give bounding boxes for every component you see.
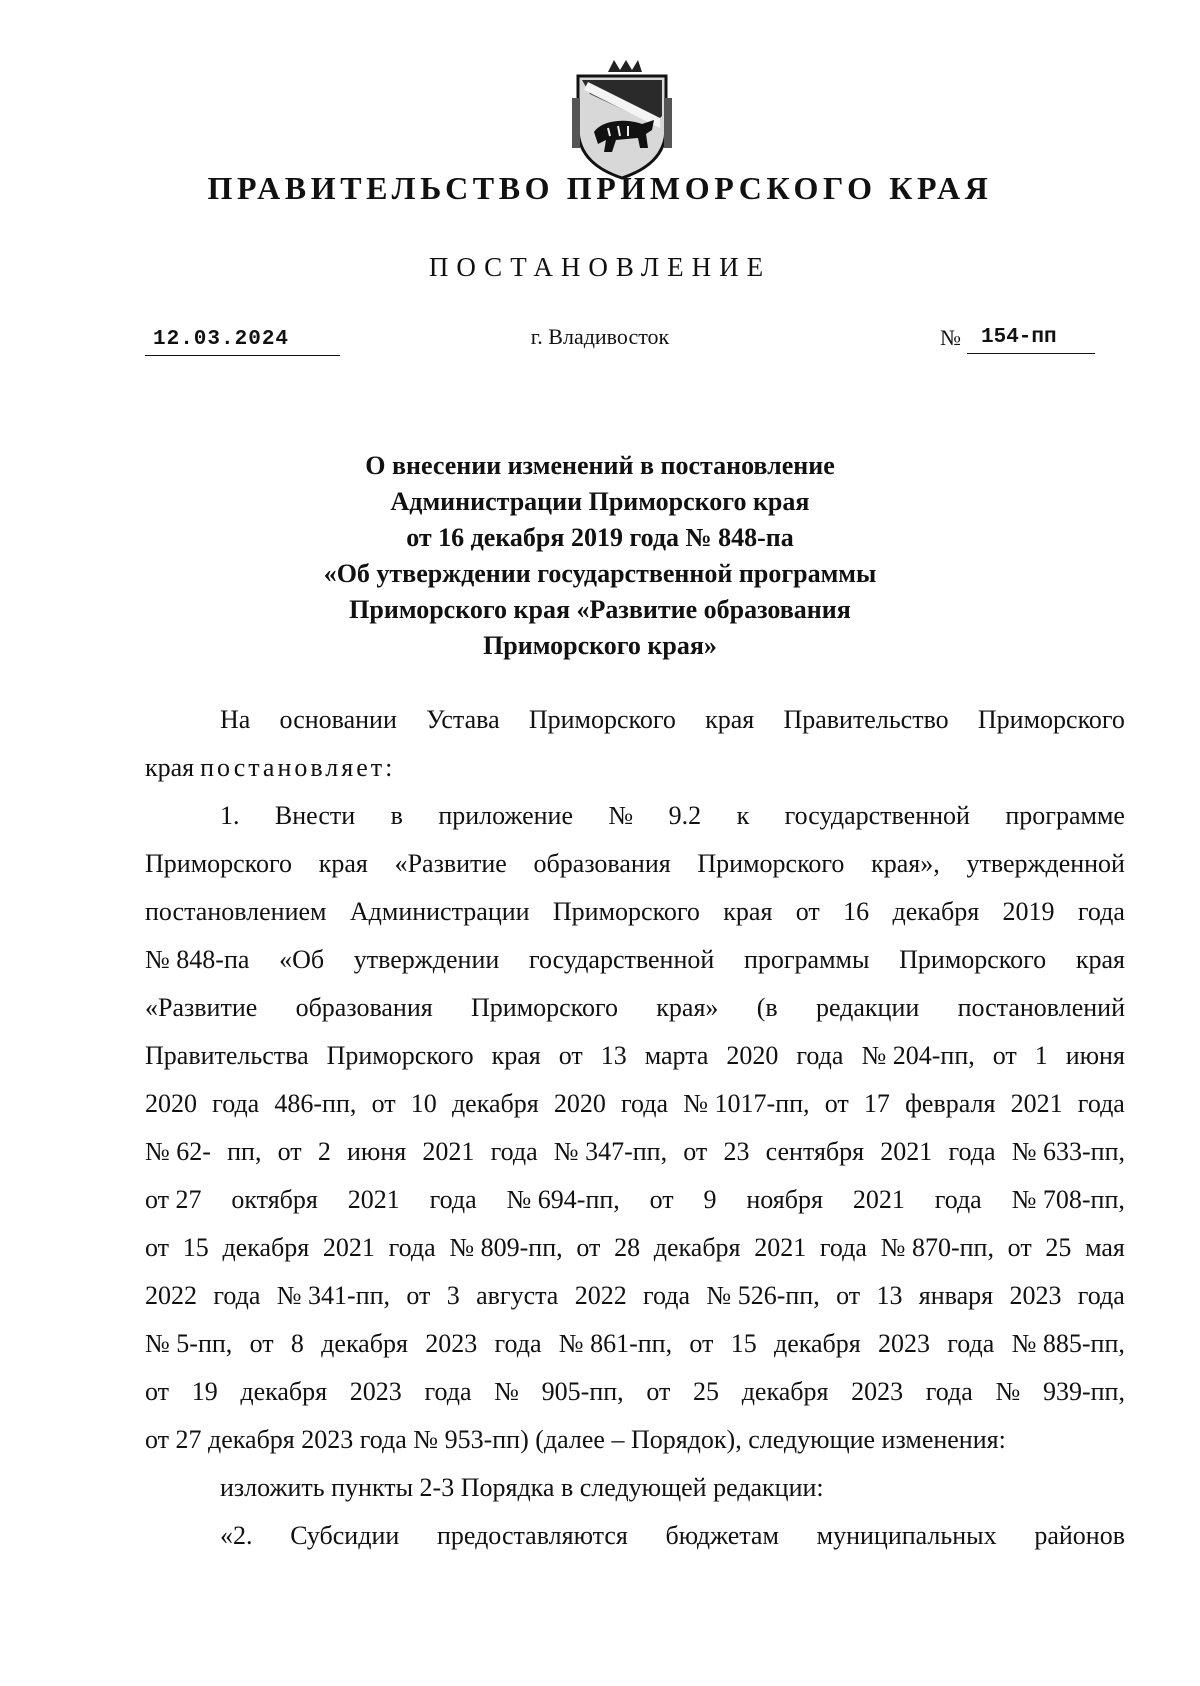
subject-line: Администрации Приморского края xyxy=(390,487,810,516)
item1-word: края» xyxy=(656,993,719,1022)
item1-word: года xyxy=(388,1233,436,1262)
item1-word: 2023 xyxy=(1009,1281,1062,1310)
item1-word: 2023 xyxy=(851,1377,904,1406)
item1-word: декабря xyxy=(451,1089,539,1118)
item1-word: государственной xyxy=(784,801,970,830)
item1-word: утвержденной xyxy=(966,849,1125,878)
item1-word: утверждении xyxy=(353,945,500,974)
coat-of-arms-icon xyxy=(568,58,676,186)
item1-word: 2020 xyxy=(145,1089,197,1118)
item1-word: 2 xyxy=(317,1137,331,1166)
item1-word: от xyxy=(406,1281,431,1310)
item1-word: № 341-пп, xyxy=(276,1281,391,1310)
item1-word: редакции xyxy=(815,993,920,1022)
item1-word: 2021 xyxy=(754,1233,807,1262)
item1-word: постановлений xyxy=(957,993,1125,1022)
item1-line xyxy=(145,1231,1125,1279)
document-body xyxy=(145,703,1125,1567)
item1-word: 16 xyxy=(843,897,870,926)
item1-word: 2022 xyxy=(145,1281,197,1310)
item1-word: февраля xyxy=(905,1089,996,1118)
item1-word: 9.2 xyxy=(668,801,702,830)
document-date: 12.03.2024 xyxy=(145,326,340,356)
word: На xyxy=(220,705,251,734)
word: бюджетам xyxy=(665,1521,779,1550)
item1-word: № 885-пп, xyxy=(1011,1329,1125,1358)
item1-word: 2019 xyxy=(1002,897,1055,926)
item1-word: 2020 xyxy=(726,1041,779,1070)
item1-word: января xyxy=(918,1281,994,1310)
word: Субсидии xyxy=(290,1521,400,1550)
item1-word: (в xyxy=(756,993,778,1022)
item1-word: 15 xyxy=(182,1233,209,1262)
item1-word: октября xyxy=(231,1185,318,1214)
word: районов xyxy=(1034,1521,1125,1550)
item1-line xyxy=(145,991,1125,1039)
item1-word: № 62- xyxy=(145,1137,211,1166)
item1-word: 2021 xyxy=(347,1185,400,1214)
item1-word: края», xyxy=(871,849,940,878)
item1-word: 13 xyxy=(600,1041,627,1070)
item1-word: в xyxy=(390,801,403,830)
item1-word: 486-пп, xyxy=(274,1089,357,1118)
item1-word: края xyxy=(491,1041,541,1070)
document-number: 154-пп xyxy=(967,324,1095,354)
coat-of-arms-emblem xyxy=(568,58,676,186)
quote-line xyxy=(145,1519,1125,1567)
item1-word: от xyxy=(145,1377,170,1406)
item1-word: 2022 xyxy=(574,1281,627,1310)
subject-line: О внесении изменений в постановление xyxy=(365,451,835,480)
item1-word: 2021 xyxy=(422,1137,475,1166)
item1-word: от xyxy=(277,1137,302,1166)
item1-word: 2023 xyxy=(349,1377,402,1406)
item1-word: декабря xyxy=(321,1329,408,1358)
item1-word: от xyxy=(836,1281,861,1310)
item1-line xyxy=(145,1135,1125,1183)
subject-line: «Об утверждении государственной программы xyxy=(323,559,877,588)
item1-word: 2020 xyxy=(553,1089,606,1118)
number-sign: № xyxy=(940,325,961,350)
item1-word: августа xyxy=(476,1281,559,1310)
item1-word: от xyxy=(145,1233,170,1262)
item1-word: года xyxy=(947,1329,995,1358)
item1-word: № 861-пп, xyxy=(558,1329,673,1358)
item1-word: от xyxy=(646,1377,671,1406)
item1-word: года xyxy=(490,1137,538,1166)
subject-line: Приморского края» xyxy=(483,631,717,660)
word: «2. xyxy=(220,1521,253,1550)
item1-line xyxy=(145,1375,1125,1423)
decree-word: постановляет: xyxy=(200,753,396,782)
word: Приморского xyxy=(528,705,676,734)
item1-word: 939-пп, xyxy=(1042,1377,1125,1406)
item1-word: края xyxy=(318,849,368,878)
document-type: ПОСТАНОВЛЕНИЕ xyxy=(428,252,772,282)
item1-word: от xyxy=(1007,1233,1032,1262)
item1-word: года xyxy=(819,1233,867,1262)
item1-last-line: от 27 декабря 2023 года № 953-пп) (далее – Порядок), следующие изменения: xyxy=(145,1425,1006,1454)
word: Устава xyxy=(426,705,500,734)
item1-word: № xyxy=(608,801,634,830)
item1-word: июня xyxy=(347,1137,407,1166)
item1-word: образования xyxy=(533,849,671,878)
item1-line xyxy=(145,1039,1125,1087)
word: Правительство xyxy=(783,705,949,734)
item1-word: декабря xyxy=(222,1233,310,1262)
word: муниципальных xyxy=(816,1521,997,1550)
item1-word: Администрации xyxy=(349,897,530,926)
item1-word: 2023 xyxy=(877,1329,930,1358)
item1-word: № xyxy=(995,1377,1021,1406)
item1-line xyxy=(145,943,1125,991)
item1-word: года xyxy=(643,1281,691,1310)
item1-word: № 870-пп, xyxy=(880,1233,994,1262)
item1-word: от xyxy=(795,897,820,926)
item1-word: от xyxy=(576,1233,601,1262)
item1-word: Приморского xyxy=(326,1041,474,1070)
item1-word: № 204-пп, xyxy=(861,1041,975,1070)
item1-word: Правительства xyxy=(145,1041,309,1070)
item1-word: от xyxy=(689,1329,714,1358)
item1-word: года xyxy=(948,1137,996,1166)
item1-word: года xyxy=(213,1281,261,1310)
item1-word: года xyxy=(621,1089,669,1118)
item1-word: 23 xyxy=(723,1137,750,1166)
item1-word: программе xyxy=(1005,801,1125,830)
item1-word: ноября xyxy=(746,1185,823,1214)
word: основании xyxy=(279,705,397,734)
item1-word: от xyxy=(649,1185,674,1214)
preamble-word: края xyxy=(145,753,195,782)
item1-line xyxy=(145,1087,1125,1135)
item1-line xyxy=(145,847,1125,895)
item1-word: года xyxy=(925,1377,973,1406)
item1-word: 905-пп, xyxy=(541,1377,624,1406)
item1-word: мая xyxy=(1085,1233,1125,1262)
item1-word: марта xyxy=(644,1041,709,1070)
item1-word: 2021 xyxy=(880,1137,933,1166)
item1-word: года xyxy=(1077,897,1125,926)
item1-word: № 708-пп, xyxy=(1011,1185,1125,1214)
item1-word: года xyxy=(1077,1281,1125,1310)
item1-word: от 27 xyxy=(145,1185,202,1214)
item1-word: края xyxy=(1075,945,1125,974)
preamble-line xyxy=(145,703,1125,751)
document-city: г. Владивосток xyxy=(530,324,670,349)
item1-word: от xyxy=(992,1041,1017,1070)
item1-word: «Развитие xyxy=(394,849,507,878)
item1-word: края xyxy=(723,897,773,926)
item1-word: 28 xyxy=(614,1233,641,1262)
item1-word: Приморского xyxy=(552,897,700,926)
item1-word: постановлением xyxy=(145,897,327,926)
item1-line xyxy=(145,1183,1125,1231)
document-number-field xyxy=(940,324,1095,356)
item1-word: года xyxy=(494,1329,542,1358)
item-1 xyxy=(145,799,1125,1423)
item1-word: июня xyxy=(1065,1041,1125,1070)
item1-word: сентября xyxy=(765,1137,865,1166)
item1-word: декабря xyxy=(653,1233,741,1262)
item1-word: 17 xyxy=(863,1089,890,1118)
item1-word: года xyxy=(424,1377,472,1406)
item1-word: № 347-пп, xyxy=(553,1137,668,1166)
item1-word: года xyxy=(934,1185,982,1214)
instruction-line: изложить пункты 2-3 Порядка в следующей редакции: xyxy=(220,1473,824,1502)
item1-word: 13 xyxy=(876,1281,903,1310)
item1-word: приложение xyxy=(438,801,573,830)
item1-word: 19 xyxy=(191,1377,218,1406)
item1-word: № 5-пп, xyxy=(145,1329,233,1358)
item1-word: № 1017-пп, xyxy=(683,1089,810,1118)
item1-word: декабря xyxy=(240,1377,328,1406)
item1-word: декабря xyxy=(773,1329,861,1358)
item1-word: года xyxy=(212,1089,260,1118)
item1-word: года xyxy=(796,1041,844,1070)
item1-word: № 633-пп, xyxy=(1011,1137,1125,1166)
item1-word: от xyxy=(249,1329,274,1358)
item1-word: 2021 xyxy=(1010,1089,1063,1118)
item1-word: 15 xyxy=(730,1329,757,1358)
item1-word: 2023 xyxy=(425,1329,478,1358)
item1-word: года xyxy=(1077,1089,1125,1118)
item1-word: 2021 xyxy=(322,1233,375,1262)
item1-word: № xyxy=(494,1377,519,1406)
item1-word: 10 xyxy=(410,1089,437,1118)
item1-word: Приморского xyxy=(697,849,845,878)
item1-word: № 526-пп, xyxy=(706,1281,820,1310)
item1-word: программы xyxy=(743,945,870,974)
item1-word: к xyxy=(736,801,750,830)
item1-word: Приморского xyxy=(899,945,1047,974)
preamble-line xyxy=(145,751,1125,799)
item1-word: от xyxy=(371,1089,396,1118)
item1-word: «Развитие xyxy=(145,993,258,1022)
item1-word: Приморского xyxy=(145,849,293,878)
item1-word: 1. xyxy=(220,801,240,830)
item1-word: № 809-пп, xyxy=(449,1233,563,1262)
subject-line: от 16 декабря 2019 года № 848-па xyxy=(406,523,794,552)
item1-line xyxy=(145,1279,1125,1327)
item1-word: 3 xyxy=(446,1281,460,1310)
government-name: ПРАВИТЕЛЬСТВО ПРИМОРСКОГО КРАЯ xyxy=(207,170,993,206)
item1-word: № 694-пп, xyxy=(506,1185,620,1214)
word: предоставляются xyxy=(436,1521,628,1550)
item1-word: декабря xyxy=(741,1377,829,1406)
item1-word: от xyxy=(824,1089,849,1118)
item1-word: государственной xyxy=(528,945,715,974)
item1-word: декабря xyxy=(892,897,980,926)
item1-line xyxy=(145,1327,1125,1375)
item1-line xyxy=(145,895,1125,943)
item1-word: от xyxy=(683,1137,708,1166)
item1-word: Внести xyxy=(274,801,356,830)
item1-word: 1 xyxy=(1034,1041,1048,1070)
item1-line xyxy=(145,799,1125,847)
word: края xyxy=(705,705,755,734)
item1-word: 8 xyxy=(290,1329,304,1358)
subject-line: Приморского края «Развитие образования xyxy=(349,595,851,624)
word: Приморского xyxy=(977,705,1125,734)
item1-word: 25 xyxy=(1045,1233,1072,1262)
item1-word: Приморского xyxy=(471,993,619,1022)
item1-word: 2021 xyxy=(852,1185,905,1214)
item1-word: 9 xyxy=(703,1185,717,1214)
item1-word: года xyxy=(429,1185,477,1214)
item1-word: пп, xyxy=(227,1137,262,1166)
item1-word: № 848-па xyxy=(145,945,250,974)
item1-word: «Об xyxy=(279,945,325,974)
item1-word: образования xyxy=(295,993,433,1022)
item1-word: от xyxy=(558,1041,583,1070)
item1-word: 25 xyxy=(693,1377,720,1406)
document-subject xyxy=(0,448,1200,664)
